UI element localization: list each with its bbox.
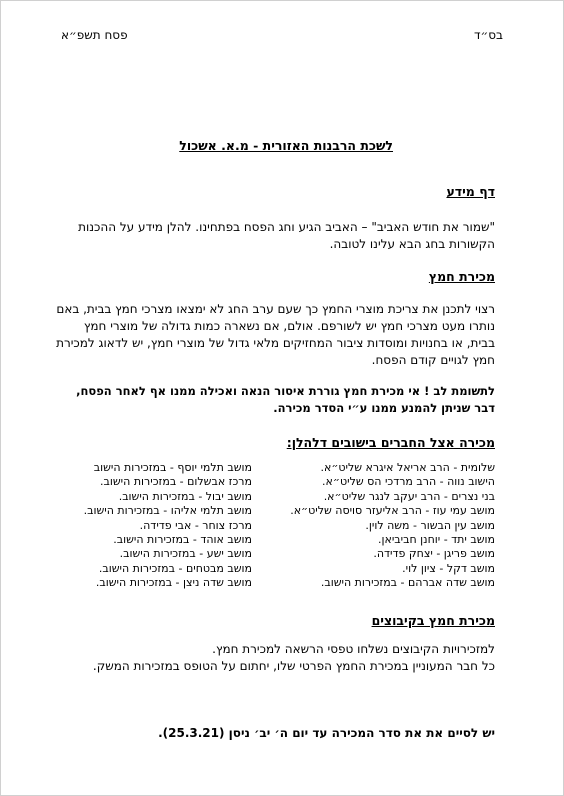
settlements-right-column <box>285 461 495 591</box>
sale-paragraph: רצוי לתכנן את צריכת מוצרי החמץ כך שעם ערב החג לא ימצאו מצרכי חמץ בבית, באם נותרו מעט מצרכי חמץ יש לשורפם. אולם, אם נשארה כמות גדולה של מוצרי חמץ בבית, או בחנויות ומוסדות ציבור המחזיקים מלאי גדול של מוצרי חמץ, יש לדאוג למכירת חמץ לגויים קודם הפסח. <box>56 302 495 367</box>
deadline-note: יש לסיים את את סדר המכירה עד יום ה׳ יב׳ ניסן (25.3.21). <box>158 726 495 740</box>
settlement-entry: מושב מבטחים - במזכירות הישוב. <box>98 561 252 575</box>
info-paragraph: "שמור את חודש האביב" – האביב הגיע וחג הפסח בפתחינו. להלן מידע על ההכנות הקשורות בחג הבא עלינו לטובה. <box>78 220 495 251</box>
settlement-entry: מושב ישע - במזכירות הישוב. <box>119 547 252 561</box>
kibbutz-heading: מכירת חמץ בקיבוצים <box>371 613 495 628</box>
settlement-entry: שלומית - הרב אריאל איגרא שליט״א. <box>320 461 495 474</box>
settlement-entry: מושב פריגן - יצחק פדידה. <box>373 547 495 561</box>
settlement-entry: מושב תלמי אליהו - במזכירות הישוב. <box>83 504 252 518</box>
kibbutz-line-1: למזכירויות הקיבוצים נשלחו טפסי הרשאה למכירת חמץ. <box>212 642 495 656</box>
header-pesach-year: פסח תשפ״א <box>61 28 128 42</box>
settlement-entry: מושב שדה ניצן - במזכירות הישוב. <box>95 576 252 590</box>
settlement-entry: מושב יתד - יוחנן חביביאן. <box>378 533 495 547</box>
settlement-entry: בני נצרים - הרב יעקב לנגר שליט״א. <box>323 489 495 503</box>
sale-warning: לתשומת לב ! אי מכירת חמץ גוררת איסור הנאה ואכילה ממנו אף לאחר הפסח, דבר שניתן להמנע ממנו ע״י הסדר מכירה. <box>76 384 495 415</box>
settlement-entry: מרכז צוחר - אבי פדידה. <box>139 518 252 532</box>
kibbutz-line-2: כל חבר המעוניין במכירת החמץ הפרטי שלו, יחתום על הטופס במזכירות המשק. <box>92 659 495 673</box>
settlements-left-column <box>42 461 252 591</box>
settlement-entry: הישוב נווה - הרב מרדכי הס שליט״א. <box>322 475 495 489</box>
document-title: לשכת הרבנות האזורית - מ.א. אשכול <box>179 138 393 153</box>
settlement-entry: מושב דקל - ציון לוי. <box>402 561 495 575</box>
header-bsd: בס״ד <box>473 28 503 42</box>
settlement-entry: מושב יבול - במזכירות הישוב. <box>118 489 252 503</box>
settlements-heading: מכירה אצל החברים בישובים דלהלן: <box>286 435 495 450</box>
settlement-entry: מושב תלמי יוסף - במזכירות הישוב <box>93 461 252 474</box>
info-heading: דף מידע <box>446 184 495 199</box>
settlement-entry: מושב שדה אברהם - במזכירות הישוב. <box>320 576 495 590</box>
sale-heading: מכירת חמץ <box>428 269 495 284</box>
settlement-entry: מרכז אבשלום - במזכירות הישוב. <box>100 475 252 489</box>
settlement-entry: מושב עמי עוז - הרב אליעזר סויסה שליט״א. <box>290 504 495 518</box>
settlement-entry: מושב אוהד - במזכירות הישוב. <box>113 533 252 547</box>
settlement-entry: מושב עין הבשור - משה לוין. <box>365 518 495 532</box>
